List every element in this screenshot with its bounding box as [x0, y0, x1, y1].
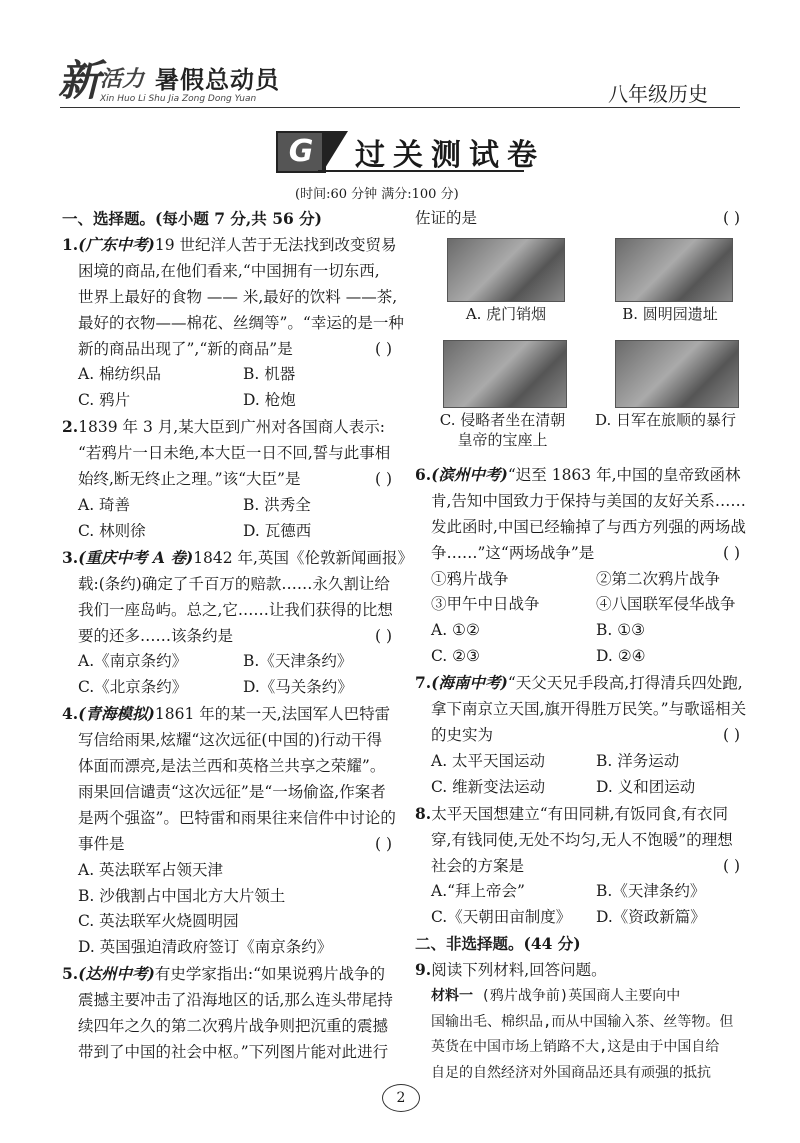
question-text: 穿,有钱同使,无处不均匀,无人不饱暖”的理想 [431, 830, 733, 849]
question-line [62, 545, 413, 572]
option-row [415, 618, 740, 644]
image-caption: A. 虎门销烟 [465, 304, 547, 323]
option: A. 太平天国运动 [431, 751, 546, 770]
image-caption: B. 圆明园遗址 [622, 304, 718, 323]
option: B. 洪秀全 [243, 495, 311, 514]
material-label: 材料一 [431, 988, 473, 1005]
question-text: 1861 年的某一天,法国军人巴特雷 [154, 705, 391, 724]
logo-huoli: 活力 [100, 67, 145, 92]
question-number: 6. [415, 464, 432, 484]
page-number: 2 [382, 1084, 420, 1112]
question-text [62, 467, 392, 493]
item: ①鸦片战争 [431, 569, 509, 588]
lushun-massacre-image [615, 340, 739, 408]
option-row [62, 649, 392, 675]
question-text [415, 723, 740, 749]
question-text: 最好的衣物——棉花、丝绸等”。“幸运的是一种 [78, 313, 404, 332]
question-text: “天父天兄手段高,打得清兵四处跑, [507, 674, 743, 693]
option: C. 林则徐 [78, 521, 146, 540]
option: C. 鸦片 [78, 391, 131, 410]
brand-title: 暑假总动员 [155, 66, 280, 94]
option: D.《马关条约》 [243, 678, 353, 697]
option-row [415, 905, 740, 931]
option: A. 英法联军占领天津 [78, 860, 224, 879]
logo-xin: 新 [58, 56, 99, 105]
header-divider [60, 107, 740, 108]
option: B.《天津条约》 [243, 652, 353, 671]
answer-bracket: ( ) [374, 339, 392, 358]
question-source: (达州中考) [78, 964, 155, 984]
option: B. 沙俄割占中国北方大片领土 [78, 886, 286, 905]
option: A. ①② [431, 621, 480, 640]
question-text: 拿下南京立天国,旗开得胜万民笑。”与歌谣相关 [431, 700, 747, 719]
option-row [415, 749, 740, 775]
answer-bracket: ( ) [722, 543, 740, 562]
question-text: 写信给雨果,炫耀“这次远征(中国的)行动干得 [78, 731, 382, 750]
question-line [415, 670, 743, 697]
question-line [415, 462, 740, 489]
question-number: 3. [62, 547, 79, 567]
page-title: 过关测试卷 [355, 138, 545, 173]
option: B. 机器 [243, 365, 296, 384]
option: B.《天津条约》 [596, 882, 706, 901]
option-row [415, 644, 740, 670]
humen-opium-destruction-image [447, 238, 565, 302]
question-line [415, 801, 740, 828]
title-badge: G [276, 131, 326, 173]
question-number: 2. [62, 417, 79, 437]
question-source: (广东中考) [78, 234, 155, 254]
answer-bracket: ( ) [374, 626, 392, 645]
question-text: “迟至 1863 年,中国的皇帝致函林 [507, 465, 741, 484]
question-text: 1839 年 3 月,某大臣到广州对各国商人表示: [78, 418, 385, 437]
question-text [415, 541, 740, 567]
option: D. 瓦德西 [243, 521, 312, 540]
question-source: (青海模拟) [78, 704, 155, 724]
option: A.“拜上帝会” [431, 882, 525, 901]
question-line [62, 414, 392, 441]
question-text: 带到了中国的社会中枢。”下列图片能对此进行 [78, 1043, 389, 1061]
title-wedge-icon [322, 131, 348, 173]
option-row [62, 493, 392, 519]
question-text: 新的商品出现了”,“新的商品”是 [78, 339, 293, 358]
option: D.《资政新篇》 [596, 908, 706, 927]
question-source: (滨州中考) [431, 464, 508, 484]
image-caption: 皇帝的宝座上 [457, 430, 548, 449]
question-text: 要的还多……该条约是 [78, 626, 234, 645]
question-text: 困境的商品,在他们看来,“中国拥有一切东西, [78, 261, 380, 280]
item-row [415, 567, 740, 593]
item: ②第二次鸦片战争 [596, 569, 721, 588]
image-caption: C. 侵略者坐在清朝 [439, 410, 566, 429]
question-text: 始终,断无终止之理。”该“大臣”是 [78, 470, 301, 489]
question-source: (海南中考) [431, 673, 508, 693]
image-caption: D. 日军在旅顺的暴行 [594, 410, 737, 429]
item-row [415, 592, 740, 618]
question-text: 有史学家指出:“如果说鸦片战争的 [154, 965, 386, 984]
material-text: 自足的自然经济对外国商品还具有顽强的抵抗 [431, 1064, 711, 1081]
question-line [62, 961, 392, 988]
option: C. ②③ [431, 647, 480, 666]
question-text: 雨果回信谴责“这次远征”是“一场偷盗,作案者 [78, 782, 386, 801]
question-number: 4. [62, 704, 79, 724]
invaders-throne-image [443, 340, 567, 408]
option: B. 洋务运动 [596, 751, 680, 770]
option: C.《天朝田亩制度》 [431, 908, 572, 927]
question-text: 续四年之久的第二次鸦片战争则把沉重的震撼 [78, 1017, 389, 1036]
question-text [415, 854, 740, 880]
option: A.《南京条约》 [78, 652, 188, 671]
question-text: 是两个强盗”。巴特雷和雨果往来信件中讨论的 [78, 808, 396, 827]
left-column [62, 206, 413, 1066]
question-number: 7. [415, 673, 432, 693]
answer-bracket: ( ) [374, 834, 392, 853]
material-text: 英货在中国市场上销路不大,这是由于中国自给 [431, 1039, 720, 1056]
question-text [62, 832, 392, 858]
yuanmingyuan-ruins-image [615, 238, 733, 302]
option: D. 英国强迫清政府签订《南京条约》 [78, 938, 333, 957]
answer-bracket: ( ) [722, 856, 740, 875]
question-text: 争……”这“两场战争”是 [431, 543, 595, 562]
question-text: 的史实为 [431, 725, 494, 744]
question-text: 载:(条约)确定了千百万的赔款……永久割让给 [78, 574, 390, 593]
option: C. 英法联军火烧圆明园 [78, 912, 239, 931]
question-number: 5. [62, 964, 79, 984]
question-number: 8. [415, 803, 432, 823]
item: ④八国联军侵华战争 [596, 595, 736, 614]
option: C.《北京条约》 [78, 678, 188, 697]
question-source: (重庆中考 A 卷) [78, 547, 194, 567]
question-text: 1842 年,英国《伦敦新闻画报》 [193, 548, 413, 567]
material-block [415, 984, 740, 1086]
question-text: 太平天国想建立“有田同耕,有饭同食,有衣同 [431, 804, 728, 823]
answer-bracket: ( ) [722, 209, 740, 227]
question-text: 发此函时,中国已经输掉了与西方列强的两场战 [431, 517, 746, 536]
item: ③甲午中日战争 [431, 595, 540, 614]
option-row [62, 388, 392, 414]
question-line [62, 701, 392, 728]
option-row [62, 519, 392, 545]
option: D. 枪炮 [243, 391, 296, 410]
question-text: 社会的方案是 [431, 856, 525, 875]
material-text: 国输出毛、棉织品,而从中国输入茶、丝等物。但 [431, 1013, 734, 1030]
option-row [62, 675, 392, 701]
answer-bracket: ( ) [722, 725, 740, 744]
question-number: 9. [415, 960, 432, 980]
image-options [415, 232, 740, 462]
option: A. 棉纺织品 [78, 365, 162, 384]
question-text [415, 206, 740, 232]
option-row [415, 775, 740, 801]
option-row [62, 362, 392, 388]
right-column [415, 206, 747, 1086]
title-underline [318, 170, 524, 172]
question-text: 阅读下列材料,回答问题。 [431, 961, 607, 980]
section-heading: 二、非选择题。(44 分) [415, 934, 581, 954]
question-number: 1. [62, 234, 79, 254]
option: D. 义和团运动 [596, 777, 696, 796]
grade-subject: 八年级历史 [608, 82, 708, 106]
question-text: 肯,告知中国致力于保持与美国的友好关系…… [431, 491, 746, 510]
question-text: 佐证的是 [415, 209, 478, 227]
question-line [62, 232, 397, 259]
question-text: 体面而漂亮,是法兰西和英格兰共享之荣耀”。 [78, 757, 386, 776]
exam-meta: (时间:60 分钟 满分:100 分) [295, 187, 459, 202]
material-text: (鸦片战争前)英国商人主要向中 [473, 988, 681, 1005]
question-line [415, 957, 740, 984]
question-text: 震撼主要冲击了沿海地区的话,那么连头带尾持 [78, 991, 393, 1010]
option: A. 琦善 [78, 495, 131, 514]
option: B. ①③ [596, 621, 646, 640]
question-text: 事件是 [78, 834, 125, 853]
question-text: 我们一座岛屿。总之,它……让我们获得的比想 [78, 600, 393, 619]
answer-bracket: ( ) [374, 470, 392, 489]
question-text [62, 624, 392, 650]
question-text: 19 世纪洋人苦于无法找到改变贸易 [154, 235, 397, 254]
option-row [415, 879, 740, 905]
option: D. ②④ [596, 647, 646, 666]
question-text [62, 337, 392, 363]
question-text: 世界上最好的食物 —— 米,最好的饮料 ——茶, [78, 287, 398, 306]
question-text: “若鸦片一日未绝,本大臣一日不回,誓与此事相 [78, 444, 391, 463]
option: C. 维新变法运动 [431, 777, 546, 796]
section-heading: 一、选择题。(每小题 7 分,共 56 分) [62, 209, 323, 228]
brand-pinyin: Xin Huo Li Shu Jia Zong Dong Yuan [100, 94, 257, 104]
